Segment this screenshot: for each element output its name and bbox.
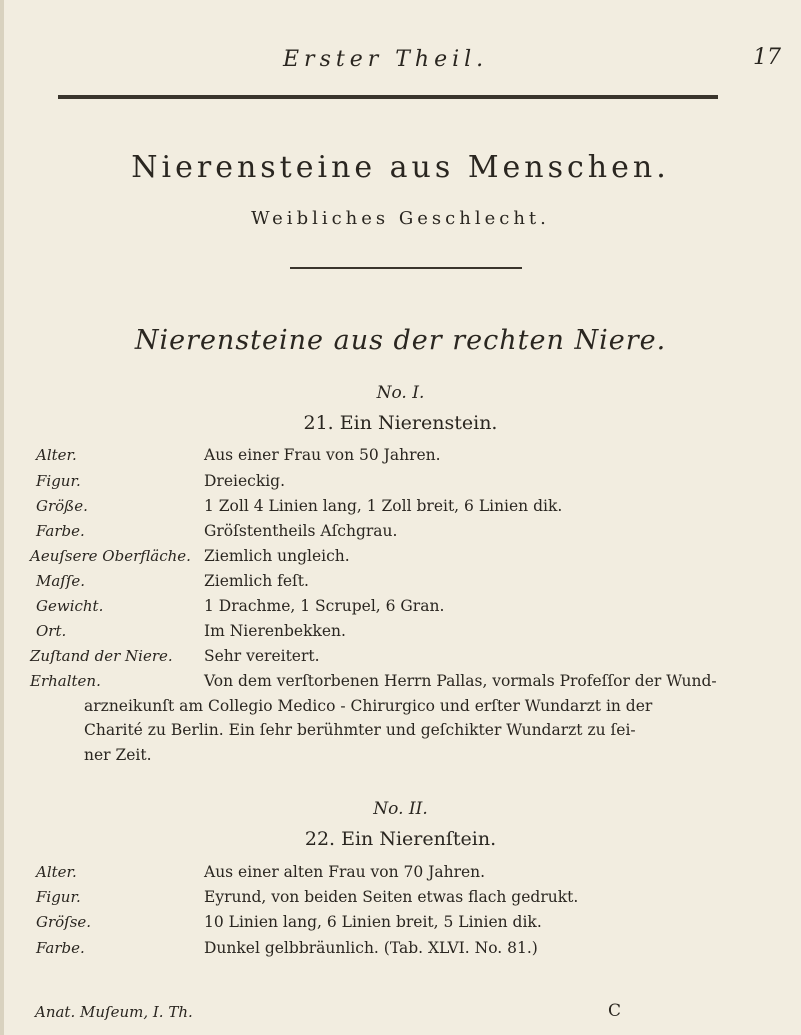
field-row bbox=[30, 522, 790, 544]
field-row bbox=[30, 446, 790, 468]
field-label: Gröſse. bbox=[36, 913, 92, 931]
field-value: Aus einer alten Frau von 70 Jahren. bbox=[204, 863, 486, 881]
section-title: Nierensteine aus der rechten Niere. bbox=[134, 325, 667, 356]
field-label: Figur. bbox=[36, 472, 81, 490]
entry-number: No. II. bbox=[373, 799, 428, 819]
continuation-line: arzneikunſt am Collegio Medico - Chirurgico und erſter Wundarzt in der bbox=[84, 697, 653, 715]
field-label: Größe. bbox=[36, 497, 88, 515]
field-value: Dunkel gelbbräunlich. (Tab. XLVI. No. 81.) bbox=[204, 939, 538, 957]
field-value: Eyrund, von beiden Seiten etwas flach gedrukt. bbox=[204, 888, 579, 906]
field-label: Aeuſsere Oberfläche. bbox=[30, 547, 191, 565]
field-label: Alter. bbox=[36, 863, 77, 881]
field-value: Ziemlich ungleich. bbox=[204, 547, 350, 565]
field-label: Farbe. bbox=[36, 522, 85, 540]
page-number: 17 bbox=[753, 45, 781, 70]
running-head: Erster Theil. bbox=[283, 47, 489, 72]
field-row bbox=[30, 672, 790, 694]
field-value: 10 Linien lang, 6 Linien breit, 5 Linien dik. bbox=[204, 913, 542, 931]
field-row bbox=[30, 863, 790, 885]
field-row bbox=[30, 939, 790, 961]
field-row bbox=[30, 472, 790, 494]
field-row bbox=[30, 547, 790, 569]
field-label: Ort. bbox=[36, 622, 67, 640]
field-value: Gröſstentheils Aſchgrau. bbox=[204, 522, 398, 540]
field-row bbox=[30, 913, 790, 935]
field-label: Gewicht. bbox=[36, 597, 104, 615]
header-rule bbox=[58, 95, 718, 99]
field-row bbox=[30, 597, 790, 619]
field-row bbox=[30, 497, 790, 519]
field-row bbox=[30, 622, 790, 644]
field-label: Erhalten. bbox=[30, 672, 101, 690]
field-label: Figur. bbox=[36, 888, 81, 906]
field-value: Dreieckig. bbox=[204, 472, 286, 490]
continuation-line: Charité zu Berlin. Ein ſehr berühmter und geſchikter Wundarzt zu ſei- bbox=[84, 721, 636, 739]
field-row bbox=[30, 888, 790, 910]
field-label: Alter. bbox=[36, 446, 77, 464]
entry-number: No. I. bbox=[376, 383, 425, 403]
entry-heading: 21. Ein Nierenstein. bbox=[303, 412, 498, 434]
field-value: Ziemlich feſt. bbox=[204, 572, 309, 590]
field-value: 1 Zoll 4 Linien lang, 1 Zoll breit, 6 Linien dik. bbox=[204, 497, 563, 515]
divider-rule bbox=[290, 267, 522, 269]
field-label: Zuſtand der Niere. bbox=[30, 647, 173, 665]
signature-mark: C bbox=[608, 1001, 622, 1021]
continuation-line: ner Zeit. bbox=[84, 746, 152, 764]
field-value: Im Nierenbekken. bbox=[204, 622, 346, 640]
field-value: Von dem verſtorbenen Herrn Pallas, vormals Profeſſor der Wund- bbox=[204, 672, 717, 690]
subtitle: Weibliches Geschlecht. bbox=[251, 208, 550, 229]
entry-heading: 22. Ein Nierenſtein. bbox=[304, 828, 497, 850]
field-label: Maſſe. bbox=[36, 572, 86, 590]
field-value: 1 Drachme, 1 Scrupel, 6 Gran. bbox=[204, 597, 445, 615]
field-row bbox=[30, 572, 790, 594]
field-row bbox=[30, 647, 790, 669]
field-value: Aus einer Frau von 50 Jahren. bbox=[204, 446, 441, 464]
field-value: Sehr vereitert. bbox=[204, 647, 320, 665]
main-title: Nierensteine aus Menschen. bbox=[131, 150, 670, 185]
footer-signature: Anat. Muſeum, I. Th. bbox=[35, 1003, 193, 1021]
field-label: Farbe. bbox=[36, 939, 85, 957]
